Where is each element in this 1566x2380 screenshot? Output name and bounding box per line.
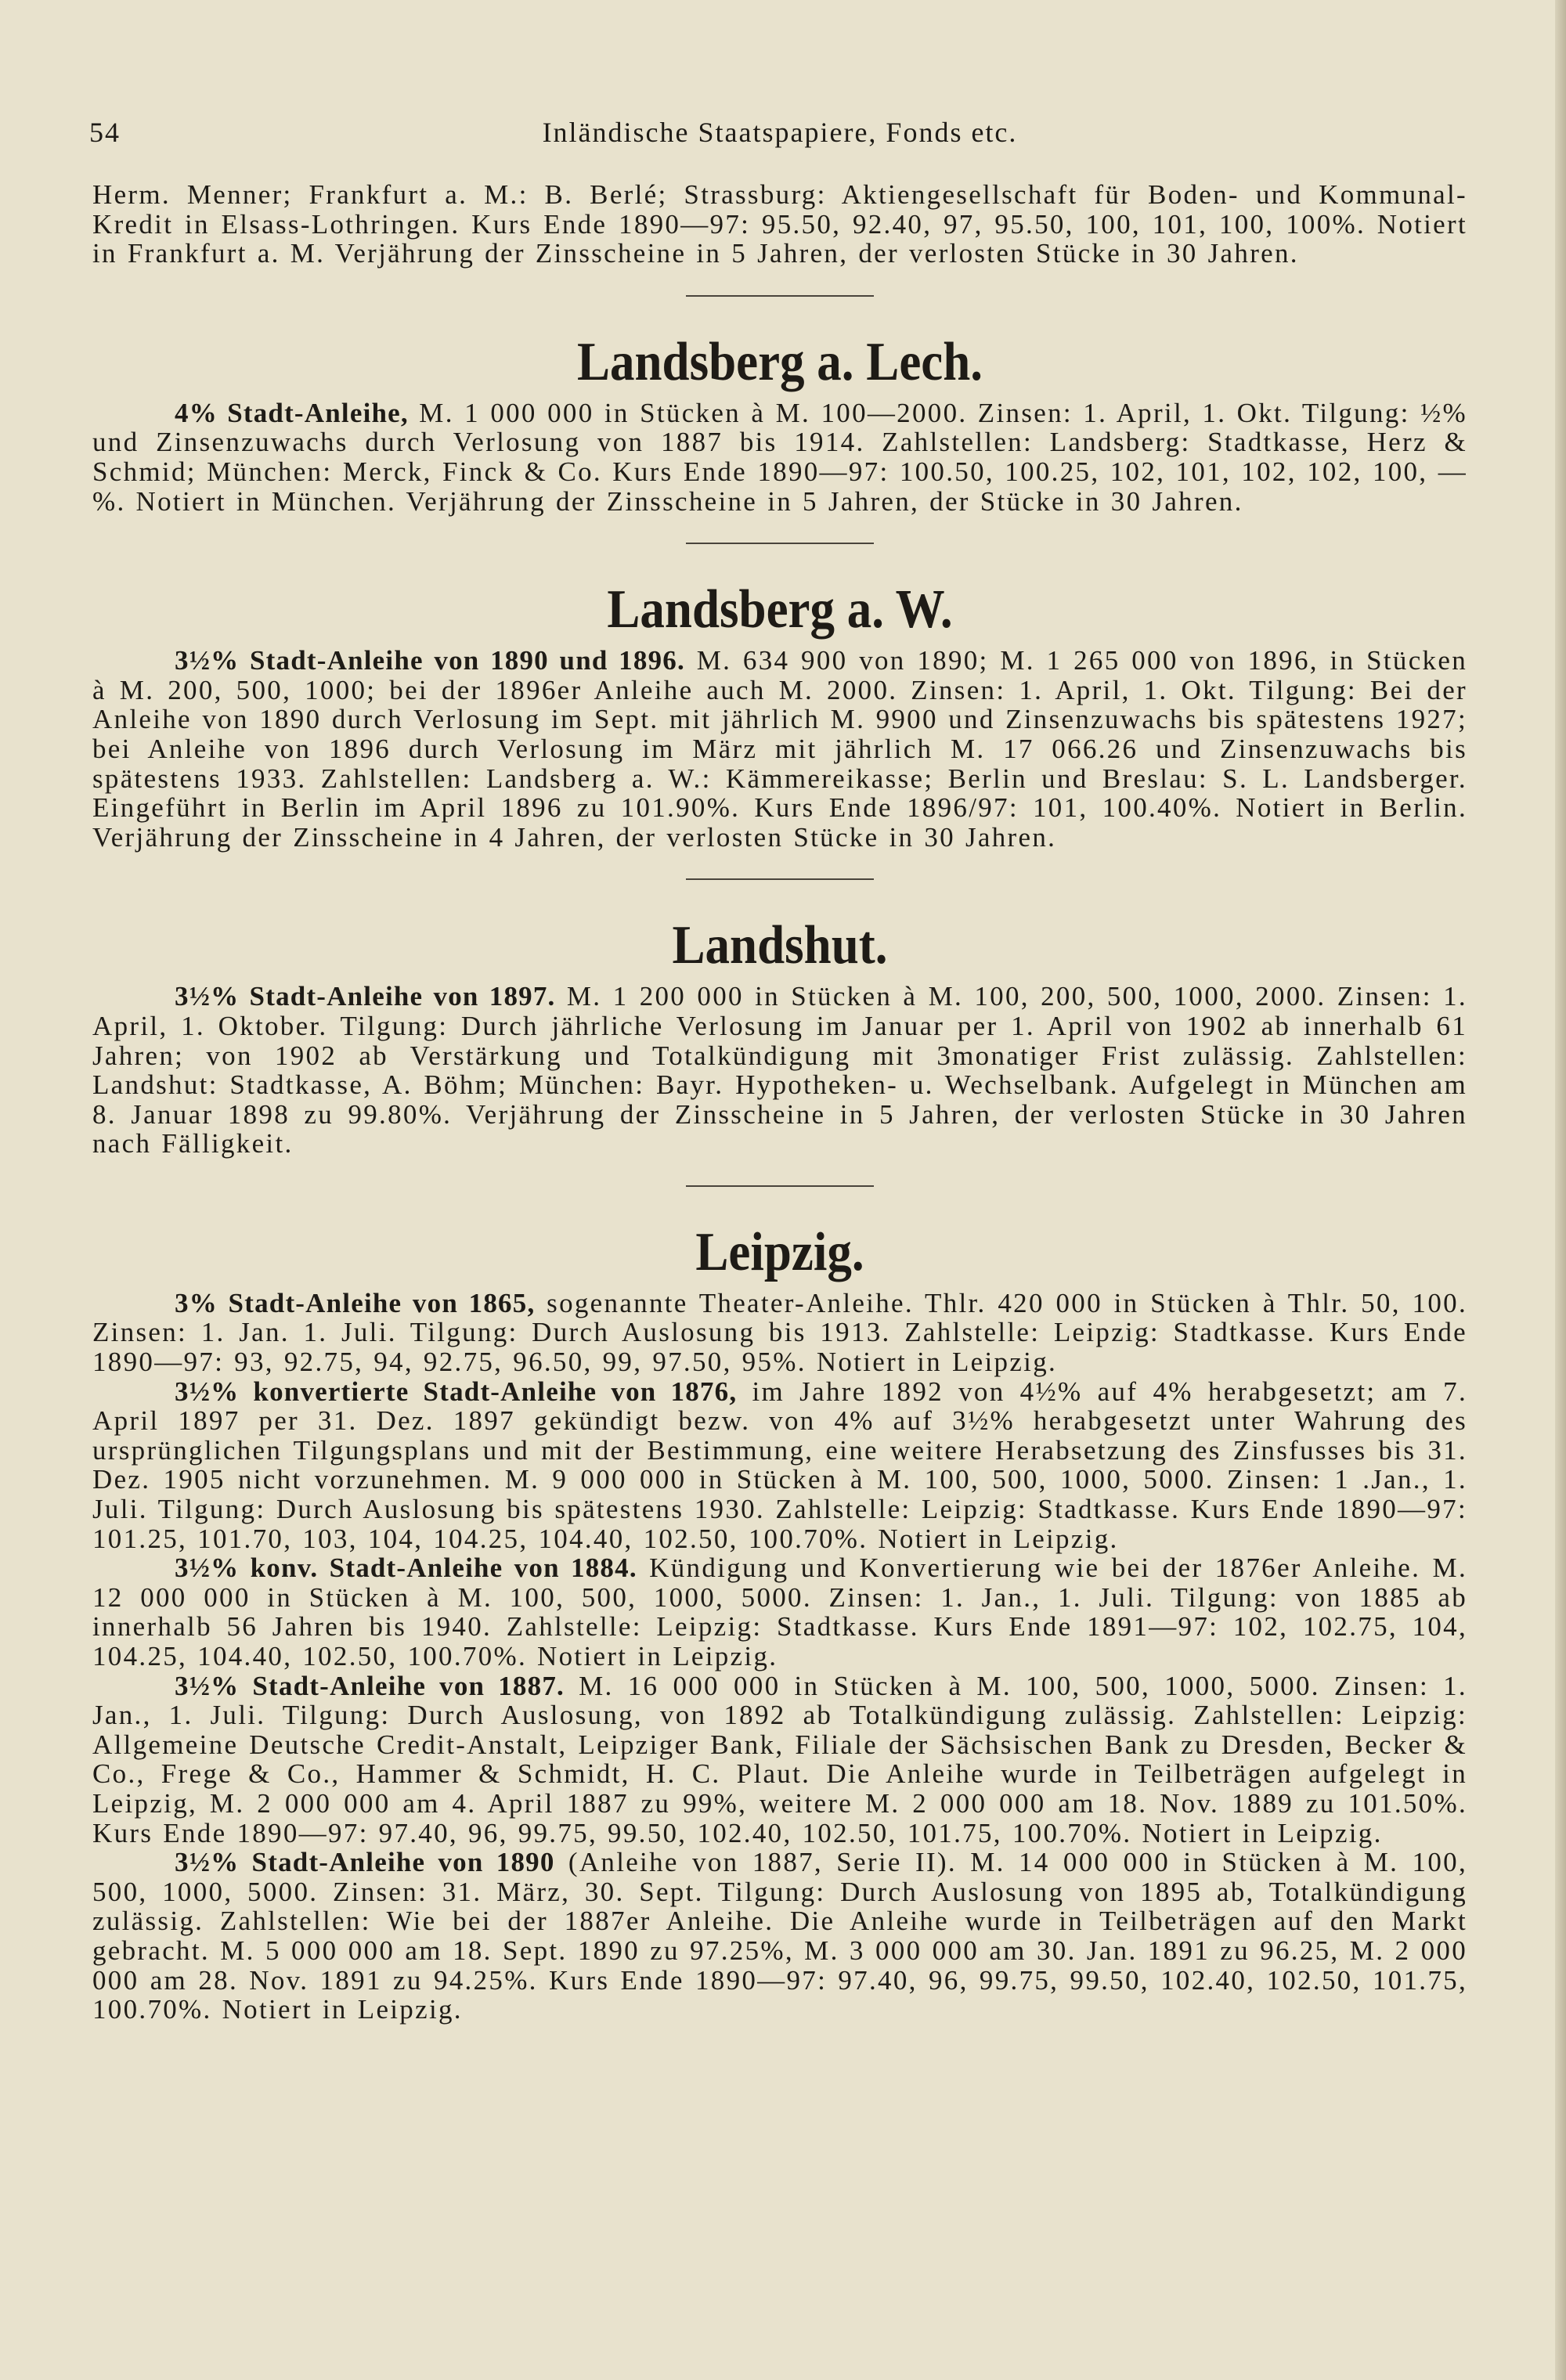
continued-paragraph: Herm. Menner; Frankfurt a. M.: B. Berlé; Strassburg: Aktiengesellschaft für Boden- und Kommunal-Kredit in Elsass-Lothringen. Kurs Ende 1890—97: 95.50, 92.40, 97, 95.50, 100, 101, 100, 100%. Notiert in Frankfurt a. M. Verjährung der Zinsscheine in 5 Jahren, der verlosten Stücke in 30 Jahren. — [92, 179, 1467, 269]
loan-entry — [92, 398, 1467, 516]
loan-entry — [92, 646, 1467, 852]
loan-title: 3% Stadt-Anleihe von 1865, — [175, 1287, 536, 1318]
section-heading: Landshut. — [672, 915, 888, 976]
loan-title: 3½% Stadt-Anleihe von 1887. — [175, 1670, 565, 1701]
section-heading: Landsberg a. Lech. — [576, 331, 983, 392]
loan-entry — [92, 1553, 1467, 1671]
loan-details: sogenannte Theater-Anleihe. Thlr. 420 000 in Stücken à Thlr. 50, 100. Zinsen: 1. Jan. 1. Juli. Tilgung: Durch Auslosung bis 1913. Zahlstelle: Leipzig: Stadtkasse. Kurs Ende 1890—97: 93, 92.75, 94, 92.75, 96.50, 99, 97.50, 95%. Notiert in Leipzig. — [92, 1287, 1467, 1378]
loan-title: 4% Stadt-Anleihe, — [175, 397, 409, 428]
loan-title: 3½% konvertierte Stadt-Anleihe von 1876, — [175, 1376, 738, 1407]
loan-details: Kündigung und Konvertierung wie bei der 1876er Anleihe. M. 12 000 000 in Stücken à M. 100, 500, 1000, 5000. Zinsen: 1. Jan., 1. Juli. Tilgung: von 1885 ab innerhalb 56 Jahren bis 1940. Zahlstelle: Leipzig: Stadtkasse. Kurs Ende 1891—97: 102, 102.75, 104, 104.25, 104.40, 102.50, 100.70%. Notiert in Leipzig. — [92, 1552, 1467, 1671]
page-number: 54 — [89, 117, 121, 148]
section-heading: Leipzig. — [695, 1221, 864, 1282]
loan-title: 3½% Stadt-Anleihe von 1897. — [175, 981, 556, 1012]
section-leipzig — [92, 1187, 1467, 2025]
section-landsberg-w — [92, 544, 1467, 852]
loan-entry — [92, 982, 1467, 1159]
loan-entry — [92, 1671, 1467, 1848]
page-edge — [1555, 0, 1566, 2380]
loan-details: (Anleihe von 1887, Serie II). M. 14 000 000 in Stücken à M. 100, 500, 1000, 5000. Zinsen: 31. März, 30. Sept. Tilgung: Durch Auslosung von 1895 ab, Totalkündigung zulässig. Zahlstellen: Wie bei der 1887er Anleihe. Die Anleihe wurde in Teilbeträgen auf den Markt gebracht. M. 5 000 000 am 18. Sept. 1890 zu 97.25%, M. 3 000 000 am 30. Jan. 1891 zu 96.25, M. 2 000 000 am 28. Nov. 1891 zu 94.25%. Kurs Ende 1890—97: 97.40, 96, 99.75, 99.50, 102.40, 102.50, 101.75, 100.70%. Notiert in Leipzig. — [92, 1847, 1467, 2025]
loan-entry — [92, 1289, 1467, 1377]
loan-details: M. 1 200 000 in Stücken à M. 100, 200, 500, 1000, 2000. Zinsen: 1. April, 1. Oktober. Tilgung: Durch jährliche Verlosung im Januar per 1. April von 1902 ab innerhalb 61 Jahren; von 1902 ab Verstärkung und Totalkündigung mit 3monatiger Frist zulässig. Zahlstellen: Landshut: Stadtkasse, A. Böhm; München: Bayr. Hypotheken- u. Wechselbank. Aufgelegt in München am 8. Januar 1898 zu 99.80%. Verjährung der Zinsscheine in 5 Jahren, der verlosten Stücke in 30 Jahren nach Fälligkeit. — [92, 981, 1467, 1159]
loan-details: M. 16 000 000 in Stücken à M. 100, 500, 1000, 5000. Zinsen: 1. Jan., 1. Juli. Tilgung: Durch Auslosung, von 1892 ab Totalkündigung zulässig. Zahlstellen: Leipzig: Allgemeine Deutsche Credit-Anstalt, Leipziger Bank, Filiale der Sächsischen Bank zu Dresden, Becker & Co., Frege & Co., Hammer & Schmidt, H. C. Plaut. Die Anleihe wurde in Teilbeträgen aufgelegt in Leipzig, M. 2 000 000 am 4. April 1887 zu 99%, weitere M. 2 000 000 am 18. Nov. 1889 zu 101.50%. Kurs Ende 1890—97: 97.40, 96, 99.75, 99.50, 102.40, 102.50, 101.75, 100.70%. Notiert in Leipzig. — [92, 1670, 1467, 1848]
section-landsberg-lech — [92, 297, 1467, 516]
loan-title: 3½% Stadt-Anleihe von 1890 — [175, 1847, 555, 1878]
loan-title: 3½% Stadt-Anleihe von 1890 und 1896. — [175, 645, 685, 676]
section-landshut — [92, 880, 1467, 1159]
page-body — [92, 180, 1467, 2025]
running-title: Inländische Staatspapiere, Fonds etc. — [542, 117, 1018, 148]
loan-title: 3½% konv. Stadt-Anleihe von 1884. — [175, 1552, 637, 1584]
loan-details: M. 634 900 von 1890; M. 1 265 000 von 1896, in Stücken à M. 200, 500, 1000; bei der 1896er Anleihe auch M. 2000. Zinsen: 1. April, 1. Okt. Tilgung: Bei der Anleihe von 1890 durch Verlosung im Sept. mit jährlich M. 9900 und Zinsenzuwachs bis spätestens 1927; bei Anleihe von 1896 durch Verlosung im März mit jährlich M. 17 066.26 und Zinsenzuwachs bis spätestens 1933. Zahlstellen: Landsberg a. W.: Kämmereikasse; Berlin und Breslau: S. L. Landsberger. Eingeführt in Berlin im April 1896 zu 101.90%. Kurs Ende 1896/97: 101, 100.40%. Notiert in Berlin. Verjährung der Zinsscheine in 4 Jahren, der verlosten Stücke in 30 Jahren. — [92, 645, 1467, 853]
loan-details: im Jahre 1892 von 4½% auf 4% herabgesetzt; am 7. April 1897 per 31. Dez. 1897 gekündigt bezw. von 4% auf 3½% herabgesetzt unter Wahrung des ursprünglichen Tilgungsplans und mit der Bestimmung, eine weitere Herabsetzung des Zinsfusses bis 31. Dez. 1905 nicht vorzunehmen. M. 9 000 000 in Stücken à M. 100, 500, 1000, 5000. Zinsen: 1 .Jan., 1. Juli. Tilgung: Durch Auslosung bis spätestens 1930. Zahlstelle: Leipzig: Stadtkasse. Kurs Ende 1890—97: 101.25, 101.70, 103, 104, 104.25, 104.40, 102.50, 100.70%. Notiert in Leipzig. — [92, 1376, 1467, 1554]
loan-entry — [92, 1848, 1467, 2025]
loan-details: M. 1 000 000 in Stücken à M. 100—2000. Zinsen: 1. April, 1. Okt. Tilgung: ½% und Zinsenzuwachs durch Verlosung von 1887 bis 1914. Zahlstellen: Landsberg: Stadtkasse, Herz & Schmid; München: Merck, Finck & Co. Kurs Ende 1890—97: 100.50, 100.25, 102, 101, 102, 102, 100, —%. Notiert in München. Verjährung der Zinsscheine in 5 Jahren, der Stücke in 30 Jahren. — [92, 397, 1467, 517]
loan-entry — [92, 1377, 1467, 1554]
section-heading: Landsberg a. W. — [607, 579, 953, 640]
running-header — [89, 116, 1467, 155]
